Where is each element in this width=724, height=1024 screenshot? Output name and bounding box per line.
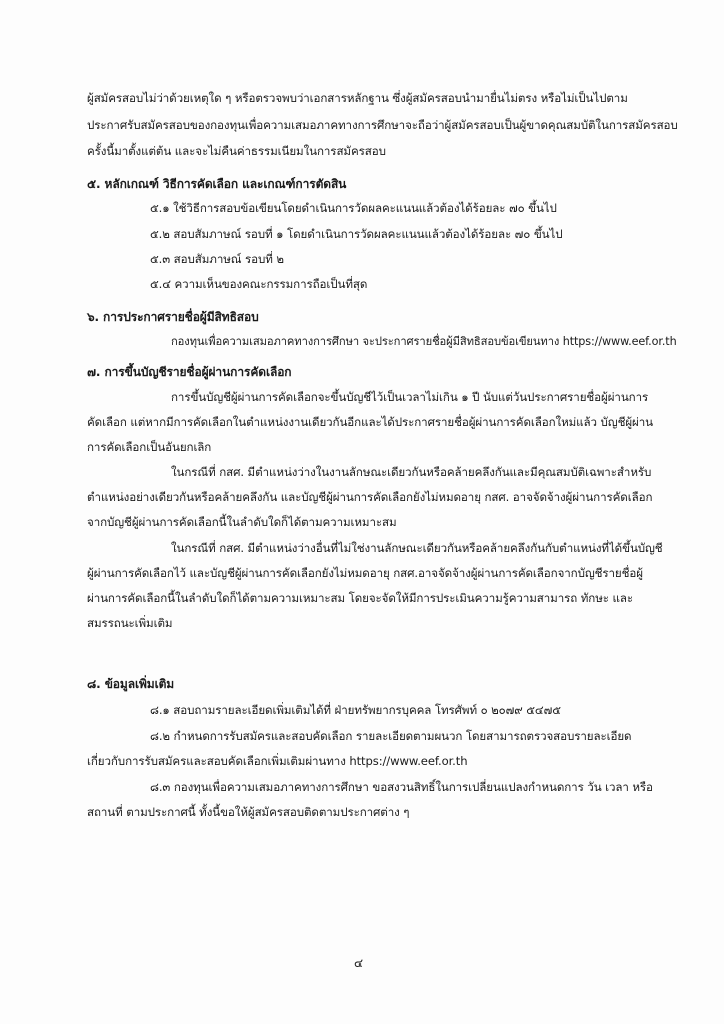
section-6-body: กองทุนเพื่อความเสมอภาคทางการศึกษา จะประกาศรายชื่อผู้มีสิทธิสอบข้อเขียนทาง https://www.eef.or.th bbox=[171, 335, 677, 348]
section-7-para-2-line-1: ในกรณีที่ กสศ. มีตำแหน่งว่างในงานลักษณะเดียวกันหรือคล้ายคลึงกันและมีคุณสมบัติเฉพาะสำหรับ bbox=[171, 465, 652, 479]
section-7-para-3-line-2: ผู้ผ่านการคัดเลือกไว้ และบัญชีผู้ผ่านการคัดเลือกยังไม่หมดอายุ กสศ.อาจจัดจ้างผู้ผ่านการคัดเลือกจากบัญชีรายชื่อผู้ bbox=[87, 566, 643, 580]
section-7-para-1-line-1: การขึ้นบัญชีผู้ผ่านการคัดเลือกจะขึ้นบัญชีไว้เป็นเวลาไม่เกิน ๑ ปี นับแต่วันประกาศรายชื่อผู้ผ่านการ bbox=[171, 390, 649, 404]
page-number: ๔ bbox=[354, 956, 364, 970]
intro-line-1: ผู้สมัครสอบไม่ว่าด้วยเหตุใด ๆ หรือตรวจพบว่าเอกสารหลักฐาน ซึ่งผู้สมัครสอบนำมายื่นไม่ตรง หรือไม่เป็นไปตาม bbox=[87, 91, 628, 105]
section-7-para-2-line-3: จากบัญชีผู้ผ่านการคัดเลือกนี้ในลำดับใดก็ได้ตามความเหมาะสม bbox=[87, 515, 397, 529]
section-7-heading: ๗. การขึ้นบัญชีรายชื่อผู้ผ่านการคัดเลือก bbox=[87, 365, 292, 379]
section-7-para-1-line-3: การคัดเลือกเป็นอันยกเลิก bbox=[87, 440, 212, 454]
section-7-para-3-line-3: ผ่านการคัดเลือกนี้ในลำดับใดก็ได้ตามความเหมาะสม โดยจะจัดให้มีการประเมินความรู้ความสามารถ ทักษะ และ bbox=[87, 591, 633, 605]
section-5-item-3: ๕.๓ สอบสัมภาษณ์ รอบที่ ๒ bbox=[150, 252, 284, 266]
section-7-para-3-line-4: สมรรถนะเพิ่มเติม bbox=[87, 616, 173, 630]
section-5-item-4: ๕.๔ ความเห็นของคณะกรรมการถือเป็นที่สุด bbox=[150, 277, 368, 291]
intro-line-2: ประกาศรับสมัครสอบของกองทุนเพื่อความเสมอภาคทางการศึกษาจะถือว่าผู้สมัครสอบเป็นผู้ขาดคุณสมบัติในการสมัครสอบ bbox=[87, 118, 678, 132]
section-7-para-1-line-2: คัดเลือก แต่หากมีการคัดเลือกในตำแหน่งงานเดียวกันอีกและได้ประกาศรายชื่อผู้ผ่านการคัดเลือกใหม่แล้ว บัญชีผู้ผ่าน bbox=[87, 415, 653, 429]
section-8-item-2-line-1: ๘.๒ กำหนดการรับสมัครและสอบคัดเลือก รายละเอียดตามผนวก โดยสามารถตรวจสอบรายละเอียด bbox=[150, 729, 632, 743]
section-6-heading: ๖. การประกาศรายชื่อผู้มีสิทธิสอบ bbox=[87, 310, 259, 324]
intro-line-3: ครั้งนี้มาตั้งแต่ต้น และจะไม่คืนค่าธรรมเนียมในการสมัครสอบ bbox=[87, 144, 386, 158]
section-8-item-3-line-2: สถานที่ ตามประกาศนี้ ทั้งนี้ขอให้ผู้สมัครสอบติดตามประกาศต่าง ๆ bbox=[87, 805, 410, 819]
section-7-para-3-line-1: ในกรณีที่ กสศ. มีตำแหน่งว่างอื่นที่ไม่ใช่งานลักษณะเดียวกันหรือคล้ายคลึงกันกับตำแหน่งที่ได้ขึ้นบัญชี bbox=[171, 541, 663, 555]
section-5-heading: ๕. หลักเกณฑ์ วิธีการคัดเลือก และเกณฑ์การตัดสิน bbox=[87, 177, 347, 191]
section-8-item-1: ๘.๑ สอบถามรายละเอียดเพิ่มเติมได้ที่ ฝ่ายทรัพยากรบุคคล โทรศัพท์ ๐ ๒๐๗๙ ๕๔๗๕ bbox=[150, 703, 561, 717]
section-8-item-3-line-1: ๘.๓ กองทุนเพื่อความเสมอภาคทางการศึกษา ขอสงวนสิทธิ์ในการเปลี่ยนแปลงกำหนดการ วัน เวลา หรือ bbox=[150, 780, 653, 794]
section-7-para-2-line-2: ตำแหน่งอย่างเดียวกันหรือคล้ายคลึงกัน และบัญชีผู้ผ่านการคัดเลือกยังไม่หมดอายุ กสศ. อาจจัดจ้างผู้ผ่านการคัดเลือก bbox=[87, 490, 653, 504]
section-8-heading: ๘. ข้อมูลเพิ่มเติม bbox=[87, 677, 175, 691]
section-5-item-2: ๕.๒ สอบสัมภาษณ์ รอบที่ ๑ โดยดำเนินการวัดผลคะแนนแล้วต้องได้ร้อยละ ๗๐ ขึ้นไป bbox=[150, 227, 563, 241]
section-8-item-2-line-2: เกี่ยวกับการรับสมัครและสอบคัดเลือกเพิ่มเติมผ่านทาง https://www.eef.or.th bbox=[87, 754, 468, 768]
section-5-item-1: ๕.๑ ใช้วิธีการสอบข้อเขียนโดยดำเนินการวัดผลคะแนนแล้วต้องได้ร้อยละ ๗๐ ขึ้นไป bbox=[150, 201, 557, 215]
